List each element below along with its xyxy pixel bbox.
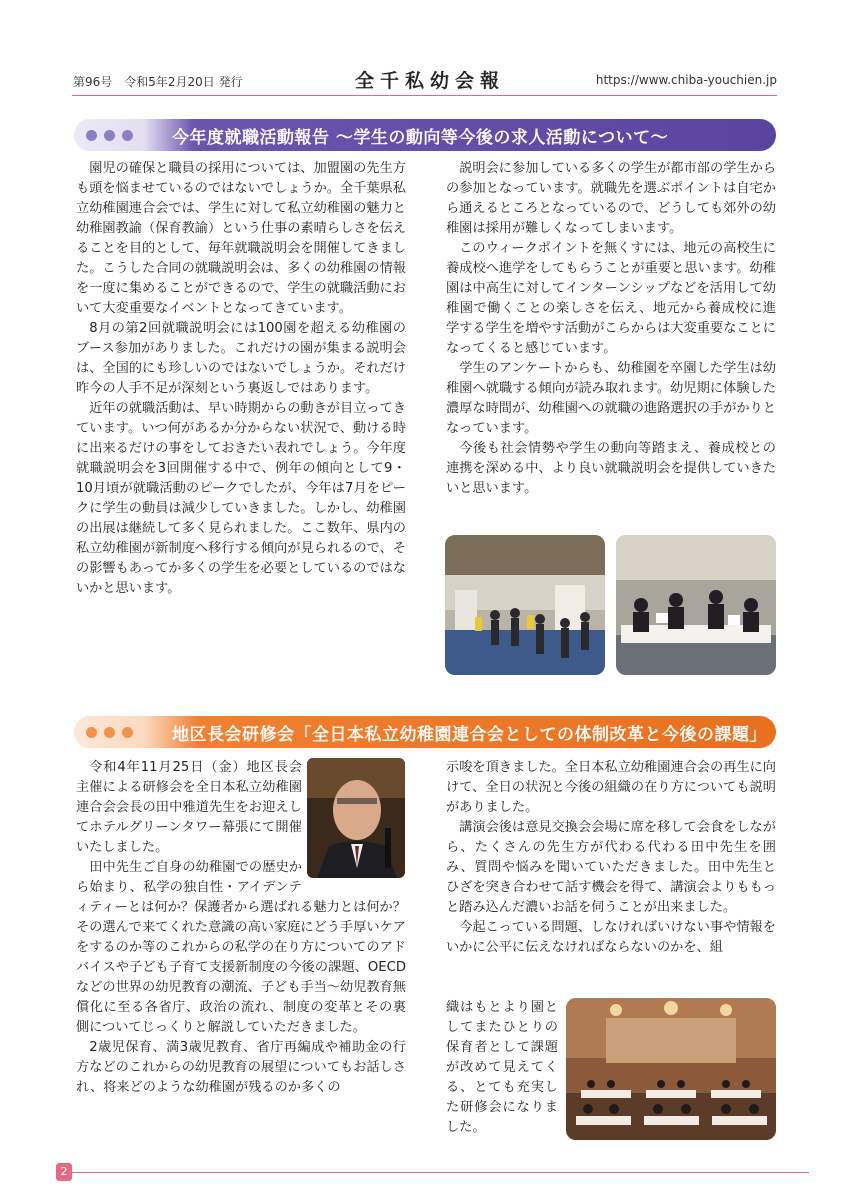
article1-left-column [76,159,406,599]
paragraph: 織はもとより園としてまたひとりの保育者として課題が改めて見えてくる、とても充実した研修会になりました。 [446,1000,558,1135]
job-fair-photo-booth [616,535,776,675]
portrait-spacer [302,758,406,882]
photo-image [616,535,776,675]
paragraph: 今後も社会情勢や学生の動向等踏まえ、養成校との連携を深める中、より良い就職説明会を提供していきたいと思います。 [446,441,776,496]
paragraph: 説明会に参加している多くの学生が都市部の学生からの参加となっています。就職先を選ぶポイントは自宅から通えるところとなっているので、どうしても郊外の幼稚園は採用が難しくなってしまいます。 [446,161,776,236]
article1-banner [74,119,776,151]
banner-dots [74,727,172,738]
paragraph: 2歳児保育、満3歳児教育、省庁再編成や補助金の行方などのこれからの幼児教育の展望についてもお話しされ、将来どのような幼稚園が残るのか多くの [76,1040,406,1095]
dot-icon [122,727,133,738]
paragraph: 園児の確保と職員の採用については、加盟園の先生方も頭を悩ませているのではないでしょうか。全千葉県私立幼稚園連合会では、学生に対して私立幼稚園の魅力と幼稚園教諭（保育教諭）という仕事の素晴らしさを伝えることを目的として、毎年就職説明会を開催してきました。こうした合同の就職説明会は、多くの幼稚園の情報を一度に集めることができるので、学生の就職活動において大変重要なイベントとなってきています。 [76,161,406,316]
paragraph: 講演会後は意見交換会会場に席を移して会食をしながら、たくさんの先生方が代わる代わる田中先生を囲み、質問や悩みを聞いていただきました。田中先生とひざを突き合わせて話す機会を得て、講演会よりももっと踏み込んだ濃いお話を伺うことが出来ました。 [446,820,776,915]
issue-info: 第96号 令和5年2月20日 発行 [73,75,243,89]
newsletter-title: 全千私幼会報 [354,70,505,92]
header-divider [72,95,777,96]
paragraph: 8月の第2回就職説明会には100園を超える幼稚園のブース参加がありました。これだけの園が集まる説明会は、全国的にも珍しいのではないでしょうか。それだけ昨今の人手不足が深刻という裏返しではあります。 [76,321,406,396]
photo-image [445,535,605,675]
paragraph: 学生のアンケートからも、幼稚園を卒園した学生は幼稚園へ就職する傾向が読み取れます。幼児期に体験した濃厚な時間が、幼稚園への就職の進路選択の手がかりとなっています。 [446,361,776,436]
website-url: https://www.chiba-youchien.jp [595,73,777,87]
dot-icon [86,130,97,141]
job-fair-photo-hall [445,535,605,675]
banner-dots [74,130,172,141]
article2-title: 地区長会研修会「全日本私立幼稚園連合会としての体制改革と今後の課題」 [172,724,767,745]
photo-image [566,998,776,1140]
dot-icon [122,130,133,141]
footer-divider [72,1172,809,1173]
article2-right-tail [446,998,558,1138]
article2-right-column [446,758,776,958]
paragraph: 示唆を頂きました。全日本私立幼稚園連合会の再生に向けて、全日の状況と今後の組織の在り方についても説明がありました。 [446,760,776,815]
paragraph: このウィークポイントを無くすには、地元の高校生に養成校へ進学をしてもらうことが重要と思います。幼稚園は中高生に対してインターンシップなどを活用して幼稚園で働くことの楽しさを伝え、地元から養成校に進学する学生を増やす活動がこらからは大変重要なことになってくると感じています。 [446,241,776,356]
paragraph: 田中先生ご自身の幼稚園での歴史から始まり、私学の独自性・アイデンティティーとは何か？保護者から選ばれる魅力とは何か？その選んで来てくれた意識の高い家庭にどう手厚いケアをするのか等のこれからの私学の在り方についてのアドバイスや子ども子育て支援新制度の今後の課題、OECDなどの世界の幼児教育の潮流、子ども手当～幼児教育無償化に至る各省庁、政治の流れ、制度の変革とその裏側についてじっくりと解説していただきました。 [76,860,406,1035]
paragraph: 近年の就職活動は、早い時期からの動きが目立ってきています。いつ何があるか分からない状況で、動ける時に出来るだけの事をしておきたい表れでしょう。今年度就職説明会を3回開催する中で、例年の傾向として9・10月頃が就職活動のピークでしたが、今年は7月をピークに学生の動員は減少していきました。しかし、幼稚園の出展は継続して多く見られました。ここ数年、県内の私立幼稚園が新制度へ移行する傾向が見られるので、その影響もあってか多くの学生を必要としているのではないかと思います。 [76,401,406,596]
page-number: 2 [56,1163,72,1181]
paragraph: 今起こっている問題、しなければいけない事や情報をいかに公平に伝えなければならないのかを、組 [446,920,776,955]
article2-left-column [76,758,406,1098]
seminar-hall-photo [566,998,776,1140]
article1-title: 今年度就職活動報告 ～学生の動向等今後の求人活動について～ [172,127,669,148]
article1-right-column [446,159,776,499]
article2-banner [74,716,776,748]
paragraph: 令和4年11月25日（金）地区長会主催による研修会を全日本私立幼稚園連合会会長の田中雅道先生をお迎えしてホテルグリーンタワー幕張にて開催いたしました。 [76,760,302,855]
dot-icon [104,130,115,141]
dot-icon [86,727,97,738]
dot-icon [104,727,115,738]
